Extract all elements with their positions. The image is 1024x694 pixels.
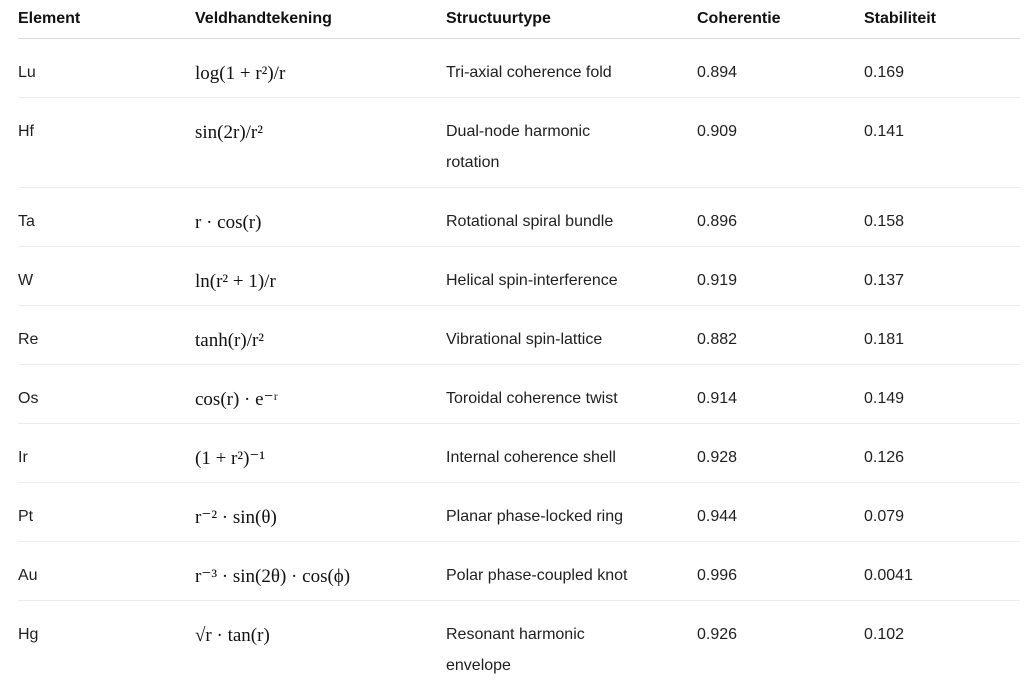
element-table	[18, 0, 1020, 690]
stability-cell: 0.126	[864, 449, 905, 466]
coherence-cell: 0.896	[697, 213, 738, 230]
table-row	[18, 483, 1020, 542]
stability-cell: 0.149	[864, 390, 905, 407]
signature-cell: r · cos(r)	[195, 212, 262, 233]
structure-cell: Resonant harmonic envelope	[446, 626, 585, 674]
table-row	[18, 365, 1020, 424]
coherence-cell: 0.919	[697, 272, 738, 289]
stability-cell: 0.137	[864, 272, 905, 289]
header-element: Element	[18, 0, 195, 39]
stability-cell: 0.169	[864, 64, 905, 81]
header-signature: Veldhandtekening	[195, 0, 446, 39]
table-row	[18, 188, 1020, 247]
header-stability: Stabiliteit	[864, 0, 1020, 39]
element-cell: Pt	[18, 508, 34, 525]
stability-cell: 0.102	[864, 626, 905, 643]
element-cell: Lu	[18, 64, 36, 81]
structure-cell: Vibrational spin-lattice	[446, 331, 603, 348]
signature-cell: r⁻² · sin(θ)	[195, 507, 277, 528]
coherence-cell: 0.944	[697, 508, 738, 525]
signature-cell: log(1 + r²)/r	[195, 63, 286, 84]
table-row	[18, 306, 1020, 365]
element-cell: Au	[18, 567, 38, 584]
coherence-cell: 0.914	[697, 390, 738, 407]
table-row	[18, 424, 1020, 483]
data-table-container	[18, 0, 1020, 690]
structure-cell: Dual-node harmonic rotation	[446, 123, 591, 171]
table-row	[18, 98, 1020, 188]
table-row	[18, 39, 1020, 98]
element-cell: Re	[18, 331, 39, 348]
table-header-row	[18, 0, 1020, 39]
stability-cell: 0.141	[864, 123, 905, 140]
signature-cell: cos(r) · e⁻ʳ	[195, 389, 278, 410]
element-cell: Hg	[18, 626, 39, 643]
coherence-cell: 0.996	[697, 567, 738, 584]
structure-cell: Planar phase-locked ring	[446, 508, 623, 525]
structure-cell: Tri-axial coherence fold	[446, 64, 612, 81]
table-row	[18, 247, 1020, 306]
stability-cell: 0.158	[864, 213, 905, 230]
element-cell: Os	[18, 390, 39, 407]
coherence-cell: 0.882	[697, 331, 738, 348]
structure-cell: Polar phase-coupled knot	[446, 567, 628, 584]
structure-cell: Toroidal coherence twist	[446, 390, 618, 407]
element-cell: Ta	[18, 213, 35, 230]
coherence-cell: 0.928	[697, 449, 738, 466]
coherence-cell: 0.894	[697, 64, 738, 81]
structure-cell: Internal coherence shell	[446, 449, 616, 466]
signature-cell: (1 + r²)⁻¹	[195, 448, 266, 469]
stability-cell: 0.079	[864, 508, 905, 525]
element-cell: Hf	[18, 123, 34, 140]
signature-cell: r⁻³ · sin(2θ) · cos(ϕ)	[195, 566, 351, 587]
element-cell: Ir	[18, 449, 28, 466]
stability-cell: 0.181	[864, 331, 905, 348]
table-row	[18, 542, 1020, 601]
coherence-cell: 0.926	[697, 626, 738, 643]
structure-cell: Rotational spiral bundle	[446, 213, 614, 230]
signature-cell: tanh(r)/r²	[195, 330, 264, 351]
signature-cell: √r · tan(r)	[195, 625, 270, 646]
element-cell: W	[18, 272, 34, 289]
header-coherence: Coherentie	[697, 0, 864, 39]
stability-cell: 0.0041	[864, 567, 913, 584]
header-structure: Structuurtype	[446, 0, 697, 39]
structure-cell: Helical spin-interference	[446, 272, 618, 289]
coherence-cell: 0.909	[697, 123, 738, 140]
signature-cell: ln(r² + 1)/r	[195, 271, 276, 292]
table-row	[18, 601, 1020, 691]
signature-cell: sin(2r)/r²	[195, 122, 263, 143]
